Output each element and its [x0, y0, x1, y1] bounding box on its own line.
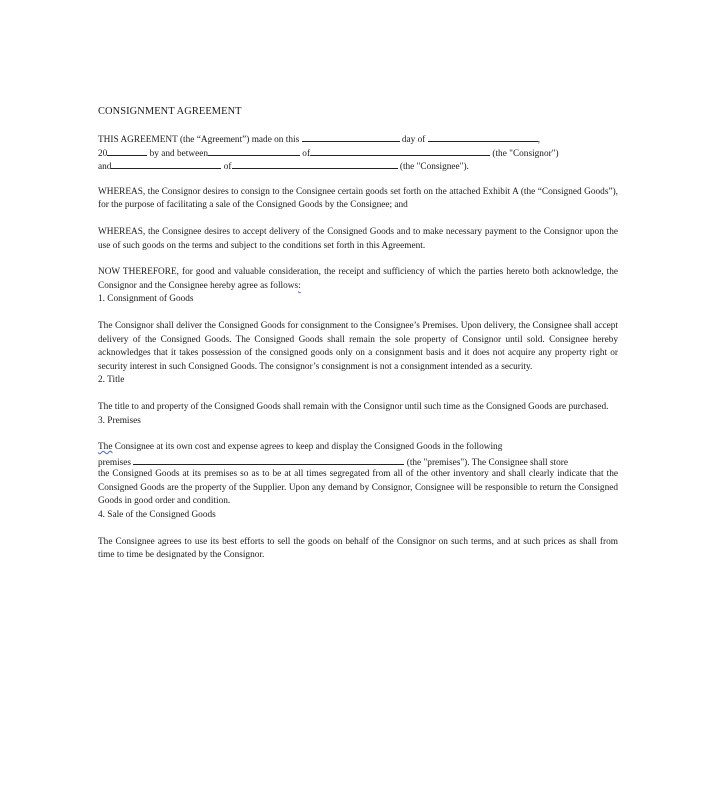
- intro-text: (the "Consignee").: [399, 162, 469, 173]
- now-therefore-paragraph: [98, 266, 618, 293]
- whereas-paragraph-2: WHEREAS, the Consignee desires to accept delivery of the Consigned Goods and to make necessary payment to the Consignor upon the use of such goods on the terms and subject to the conditions set forth in this Agreement.: [98, 226, 618, 251]
- intro-text: ,: [537, 135, 541, 145]
- date-blank[interactable]: [302, 132, 400, 142]
- agreement-body: [98, 105, 618, 563]
- intro-text: of: [302, 148, 311, 159]
- intro-text: THIS AGREEMENT (the “Agreement”) made on this: [98, 135, 300, 145]
- section-heading-premises: 3. Premises: [98, 415, 141, 426]
- document-title: CONSIGNMENT AGREEMENT: [98, 106, 242, 117]
- consignee-address-blank[interactable]: [232, 159, 398, 169]
- premises-line-2: [98, 455, 618, 469]
- intro-line-1: [98, 132, 618, 146]
- now-therefore-colon: :: [298, 280, 301, 291]
- premises-text-rest: the Consigned Goods at its premises so as to be at all times segregated from all of the other inventory and shall clearly indicate that the Consigned Goods are the property of the Supplier. Upon any demand by Consignor, Consignee will be responsible to return the Consigned Goods in good order and condition.: [98, 469, 618, 507]
- consignor-name-blank[interactable]: [208, 146, 300, 156]
- section-heading-consignment: 1. Consignment of Goods: [98, 294, 194, 305]
- consignor-address-blank[interactable]: [310, 146, 490, 156]
- premises-first-word: The: [98, 442, 113, 453]
- intro-text: day of: [401, 135, 426, 145]
- whereas-paragraph-1: WHEREAS, the Consignor desires to consign to the Consignee certain goods set forth on the attached Exhibit A (the “Consigned Goods”), for the purpose of facilitating a sale of the Consigned Goods by the Consignee; and: [98, 186, 618, 211]
- intro-text: 20: [98, 148, 108, 159]
- intro-line-2: [98, 146, 618, 160]
- premises-line-1: [98, 441, 618, 455]
- section-body-premises: [98, 441, 618, 509]
- intro-text: and: [98, 162, 112, 173]
- consignee-name-blank[interactable]: [111, 159, 221, 169]
- section-heading-sale: 4. Sale of the Consigned Goods: [98, 510, 216, 521]
- premises-text: premises: [98, 457, 132, 468]
- section-body-sale: The Consignee agrees to use its best efforts to sell the goods on behalf of the Consignor on such terms, and at such prices as shall from time to time be designated by the Consignor.: [98, 536, 618, 561]
- now-therefore-text: NOW THEREFORE, for good and valuable consideration, the receipt and sufficiency of which the parties hereto both acknowledge, the Consignor and the Consignee hereby agree as follows: [98, 267, 618, 291]
- month-blank[interactable]: [428, 132, 538, 142]
- intro-block: [98, 132, 618, 173]
- section-body-consignment: The Consignor shall deliver the Consigned Goods for consignment to the Consignee’s Premises. Upon delivery, the Consignee shall accept delivery of the Consigned Goods. The Consigned Goods shall remain the sole property of Consignor until sold. Consignee hereby acknowledges that it takes possession of the consigned goods only on a consignment basis and it does not acquire any property right or security interest in such Consigned Goods. The consignor’s consignment is not a consignment intended as a security.: [98, 320, 618, 372]
- premises-address-blank[interactable]: [133, 455, 404, 465]
- premises-text: Consignee at its own cost and expense agrees to keep and display the Consigned Goods in the following: [112, 442, 503, 453]
- section-body-title: The title to and property of the Consigned Goods shall remain with the Consignor until such time as the Consigned Goods are purchased.: [98, 401, 609, 412]
- intro-text: by and between: [149, 148, 208, 159]
- year-blank[interactable]: [107, 146, 147, 156]
- intro-line-3: [98, 159, 618, 173]
- intro-text: of: [223, 162, 232, 173]
- premises-text: (the "premises"). The Consignee shall store: [406, 457, 569, 468]
- section-heading-title: 2. Title: [98, 375, 125, 386]
- intro-text: (the "Consignor"): [492, 148, 559, 159]
